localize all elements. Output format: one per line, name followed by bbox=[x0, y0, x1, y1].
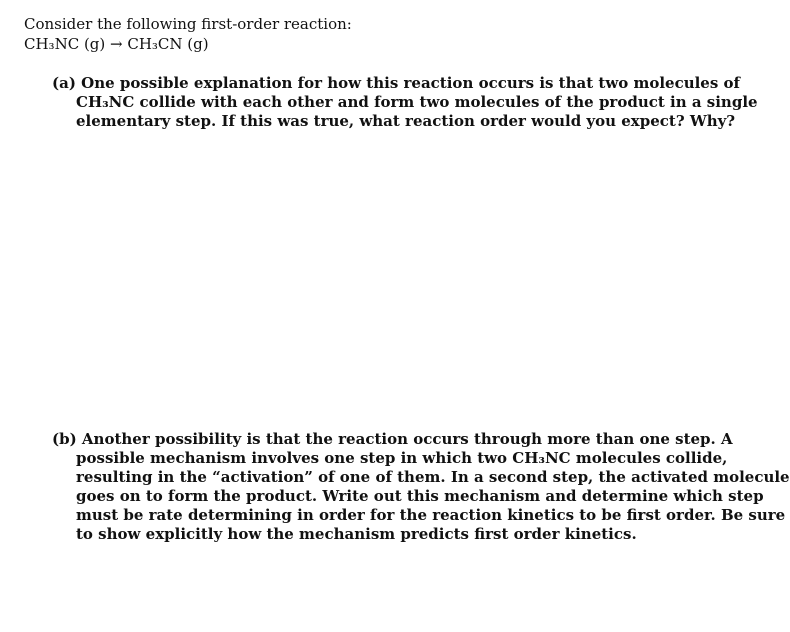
intro-text: Consider the following first-order reaction: bbox=[24, 15, 352, 33]
question-a-line: (a) One possible explanation for how this reaction occurs is that two molecules of bbox=[52, 74, 740, 92]
question-b-line: (b) Another possibility is that the reaction occurs through more than one step. A bbox=[52, 430, 733, 448]
question-b-line: resulting in the “activation” of one of them. In a second step, the activated molecule bbox=[76, 468, 790, 486]
question-b-line: must be rate determining in order for the reaction kinetics to be first order. Be sure bbox=[76, 506, 786, 524]
question-b-line: goes on to form the product. Write out this mechanism and determine which step bbox=[76, 487, 764, 505]
question-b bbox=[52, 430, 790, 544]
question-a-line: CH₃NC collide with each other and form two molecules of the product in a single bbox=[76, 93, 758, 111]
question-a bbox=[52, 74, 758, 131]
question-a-line: elementary step. If this was true, what reaction order would you expect? Why? bbox=[76, 112, 736, 130]
reaction-equation: CH₃NC (g) → CH₃CN (g) bbox=[24, 35, 209, 53]
question-b-line: possible mechanism involves one step in which two CH₃NC molecules collide, bbox=[76, 449, 728, 467]
problem-intro bbox=[24, 14, 684, 54]
question-b-line: to show explicitly how the mechanism predicts first order kinetics. bbox=[76, 525, 637, 543]
